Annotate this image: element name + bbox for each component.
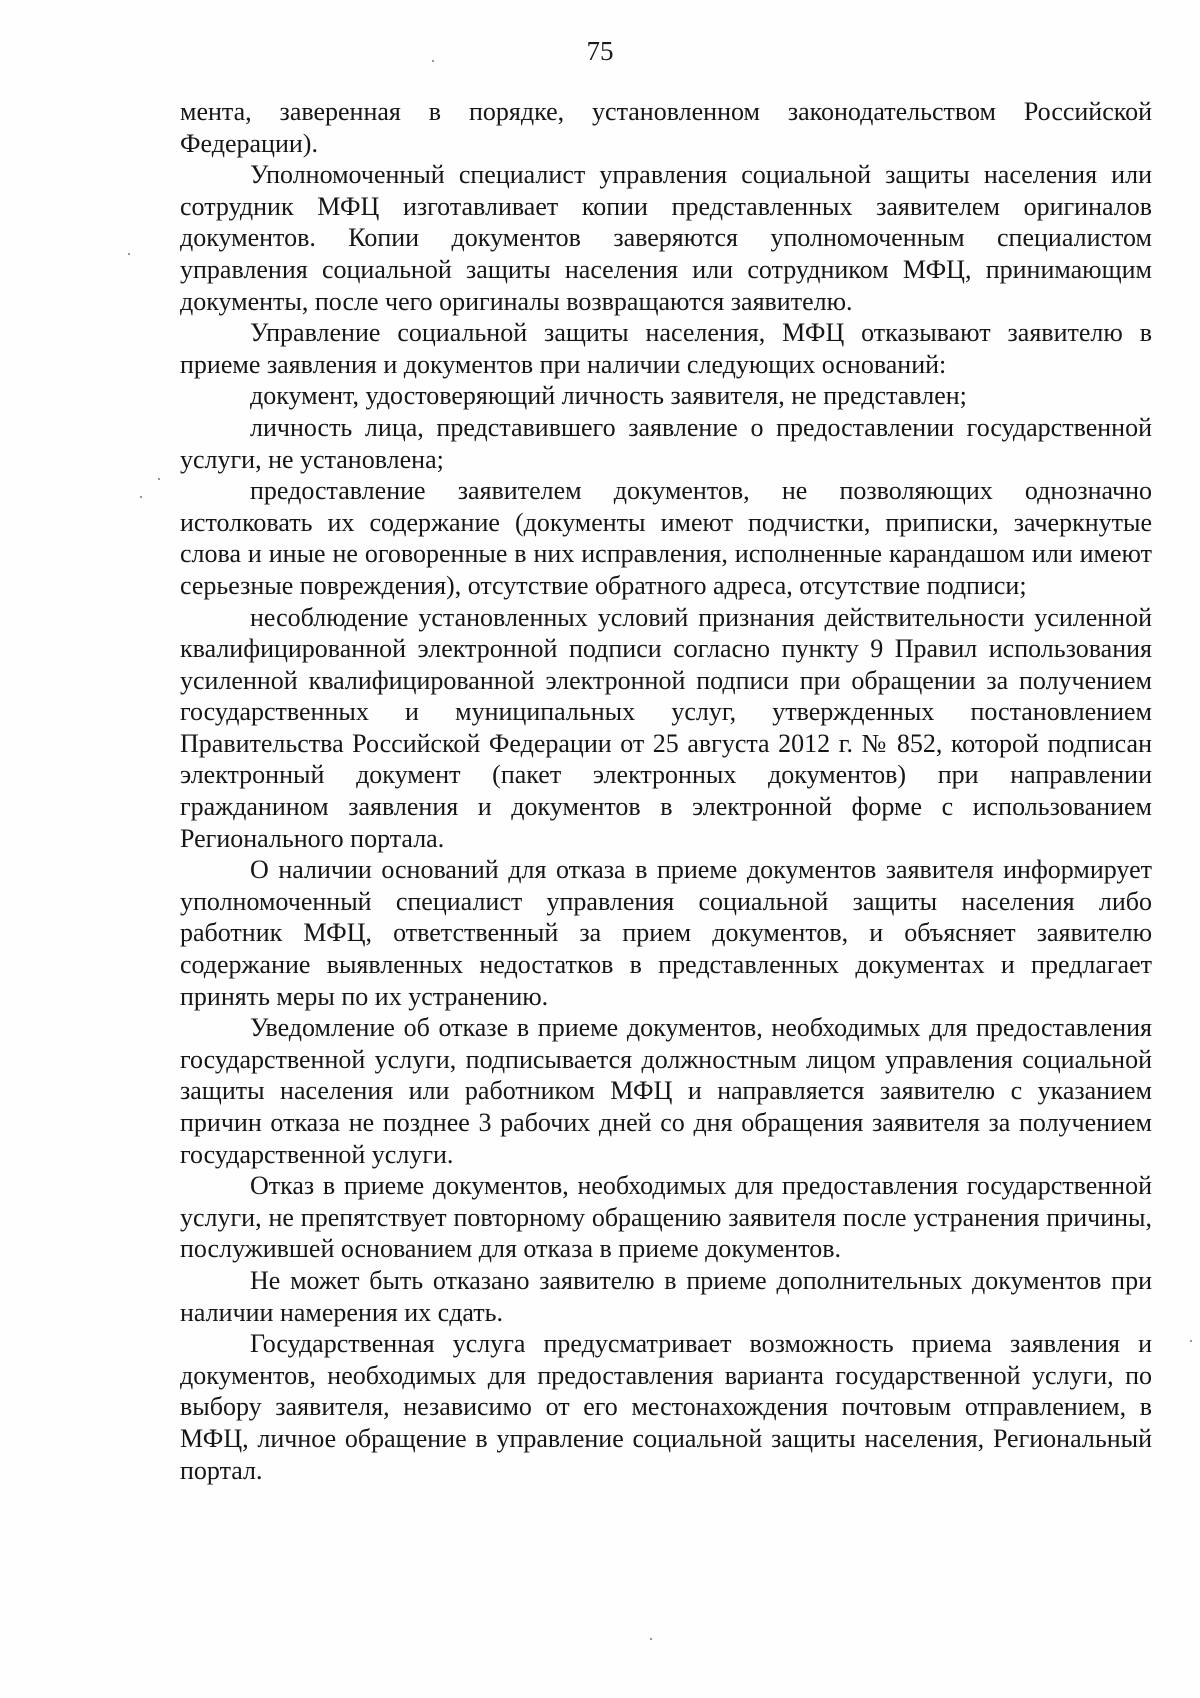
paragraph-continuation: мента, заверенная в порядке, установленном законодательством Российской Федерации). [180, 97, 1152, 158]
scan-speck [158, 478, 160, 480]
paragraph-repeat-application: Отказ в приеме документов, необходимых для предоставления государственной услуги, не препятствует повторному обращению заявителя после устранения причины, послужившей основанием для отказа в приеме документов. [180, 1171, 1152, 1264]
scan-speck [140, 496, 142, 498]
document-body [180, 96, 1152, 1486]
paragraph-additional-documents: Не может быть отказано заявителю в приеме дополнительных документов при наличии намерения их сдать. [180, 1265, 1152, 1327]
scan-speck [128, 253, 130, 255]
list-item-electronic-signature: несоблюдение установленных условий признания действительности усиленной квалифицированной электронной подписи согласно пункту 9 Правил использования усиленной квалифицированной электронной подписи при обращении за получением государственных и муниципальных услуг, утвержденных постановлением Правительства Российской Федерации от 25 августа 2012 г. № 852, которой подписан электронный документ (пакет электронных документов) при направлении гражданином заявления и документов в электронной форме с использованием Регионального портала. [180, 602, 1152, 853]
scan-speck [432, 60, 434, 62]
paragraph-submission-options: Государственная услуга предусматривает возможность приема заявления и документов, необходимых для предоставления варианта государственной услуги, по выбору заявителя, независимо от его местонахождения почтовым отправлением, в МФЦ, личное обращение в управление социальной защиты населения, Региональный портал. [180, 1329, 1152, 1485]
paragraph-refusal-information: О наличии оснований для отказа в приеме документов заявителя информирует уполномоченный специалист управления социальной защиты населения либо работник МФЦ, ответственный за прием документов, и объясняет заявителю содержание выявленных недостатков в представленных документах и предлагает принять меры по их устранению. [180, 855, 1152, 1011]
paragraph-refusal-notification: Уведомление об отказе в приеме документов, необходимых для предоставления государственной услуги, подписывается должностным лицом управления социальной защиты населения или работником МФЦ и направляется заявителю с указанием причин отказа не позднее 3 рабочих дней со дня обращения заявителя за получением государственной услуги. [180, 1013, 1152, 1169]
page-number: 75 [586, 36, 614, 66]
scan-speck [650, 1638, 652, 1640]
list-item-unreadable-documents: предоставление заявителем документов, не позволяющих однозначно истолковать их содержание (документы имеют подчистки, приписки, зачеркнутые слова и иные не оговоренные в них исправления, исполненные карандашом или имеют серьезные повреждения), отсутствие обратного адреса, отсутствие подписи; [180, 476, 1152, 600]
list-item-identity-document: документ, удостоверяющий личность заявителя, не представлен; [250, 381, 967, 411]
scan-speck [1190, 1340, 1192, 1342]
paragraph-refusal-grounds-intro: Управление социальной защиты населения, МФЦ отказывают заявителю в приеме заявления и документов при наличии следующих оснований: [180, 318, 1152, 379]
list-item-identity-not-established: личность лица, представившего заявление о предоставлении государственной услуги, не установлена; [180, 412, 1152, 474]
paragraph-copies-certification: Уполномоченный специалист управления социальной защиты населения или сотрудник МФЦ изготавливает копии представленных заявителем оригиналов документов. Копии документов заверяются уполномоченным специалистом управления социальной защиты населения или сотрудником МФЦ, принимающим документы, после чего оригиналы возвращаются заявителю. [180, 160, 1152, 316]
